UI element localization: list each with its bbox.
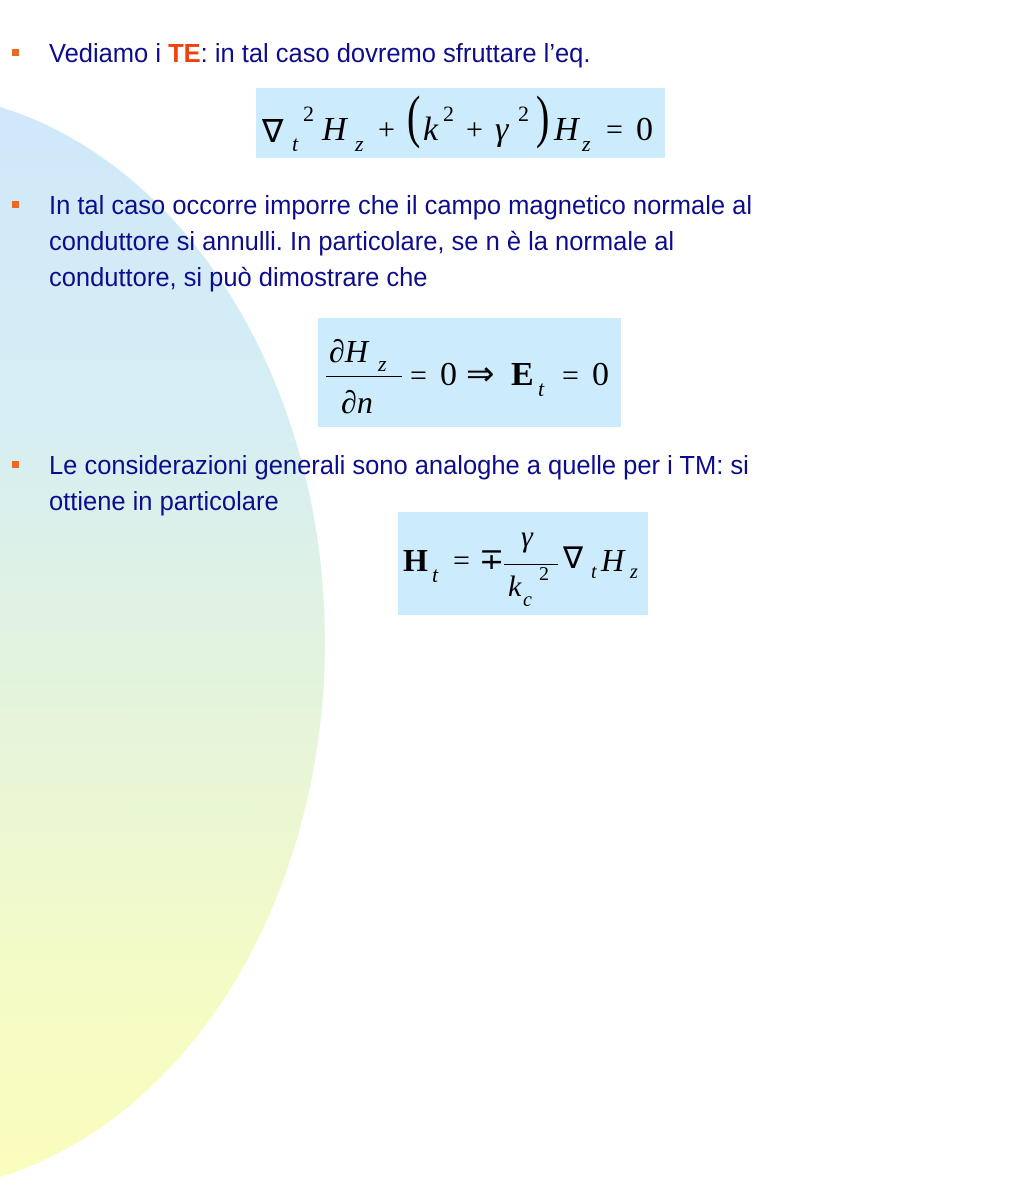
implies-arrow: ⇒	[466, 356, 495, 393]
equals-sign: =	[562, 359, 579, 392]
var-gamma: γ	[521, 520, 533, 553]
bullet-text-3: Le considerazioni generali sono analoghe a quelle per i TM: si ottiene in particolare	[49, 452, 749, 516]
equals-sign: =	[606, 113, 623, 146]
bullet-text-1	[49, 36, 1009, 72]
left-paren: (	[406, 84, 421, 149]
sub-c: c	[523, 589, 532, 611]
sub-z: z	[355, 131, 364, 156]
bullet-1-text-post: : in tal caso dovremo sfruttare l’eq.	[200, 40, 591, 68]
var-k: k	[423, 111, 439, 148]
sub-t: t	[432, 562, 439, 587]
sup-2: 2	[303, 101, 314, 126]
sub-t: t	[591, 561, 597, 583]
sup-2: 2	[443, 101, 454, 126]
fraction-bar	[326, 376, 402, 377]
right-paren: )	[535, 84, 550, 149]
bullet-square-icon	[12, 49, 19, 56]
partial-n: ∂n	[341, 384, 373, 420]
equation-transverse-h	[398, 512, 648, 615]
bullet-square-icon	[12, 461, 19, 468]
bullet-text-2: In tal caso occorre imporre che il campo magnetico normale al conduttore si annulli. In particolare, se n è la normale al conduttore, si può dimostrare che	[49, 192, 752, 292]
var-gamma: γ	[495, 111, 509, 148]
var-H: H	[322, 111, 347, 148]
nabla-symbol: ∇	[262, 113, 284, 149]
sub-t: t	[292, 131, 299, 156]
plus-sign: +	[466, 113, 483, 146]
equals-sign: =	[410, 359, 427, 392]
zero: 0	[636, 111, 653, 148]
sub-z: z	[582, 131, 591, 156]
var-H: H	[554, 111, 579, 148]
sub-t: t	[538, 376, 545, 401]
equation-boundary-condition	[318, 318, 621, 427]
bullet-1-text-pre: Vediamo i	[49, 40, 169, 68]
var-k: k	[508, 570, 522, 603]
bullet-square-icon	[12, 201, 19, 208]
te-highlight: TE	[168, 40, 201, 68]
partial-H: ∂H	[329, 333, 368, 369]
vector-E: E	[511, 356, 534, 393]
fraction-bar	[504, 564, 558, 565]
equals-sign: =	[453, 544, 470, 577]
plus-sign: +	[378, 113, 395, 146]
sub-z: z	[378, 351, 387, 376]
minus-plus-sign: ∓	[479, 543, 505, 576]
sub-z: z	[630, 561, 638, 583]
equation-wave-te	[256, 84, 665, 158]
vector-H: H	[403, 542, 428, 578]
sup-2: 2	[518, 101, 529, 126]
nabla-symbol: ∇	[563, 542, 584, 575]
zero: 0	[440, 356, 457, 393]
zero: 0	[592, 356, 609, 393]
sup-2: 2	[539, 563, 549, 585]
var-H: H	[601, 542, 625, 578]
